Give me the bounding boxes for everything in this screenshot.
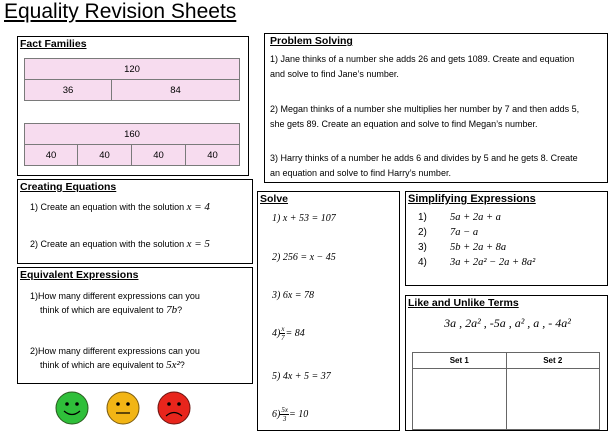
- creating-q2: 2) Create an equation with the solution x = 5: [30, 238, 210, 250]
- simplify-item-4: 4) 3a + 2a² − 2a + 8a²: [418, 257, 536, 268]
- equivalent-q2: 2)How many different expressions can you think of which are equivalent to 5x²?: [30, 346, 200, 371]
- simplify-item-3: 3) 5b + 2a + 8a: [418, 242, 507, 253]
- solve-q1: 1) x + 53 = 107: [272, 213, 336, 224]
- traffic-light-faces: [53, 390, 193, 426]
- sets-table: [412, 352, 600, 430]
- bar2-total: 160: [24, 123, 240, 145]
- set2-cell[interactable]: [506, 369, 600, 430]
- problem-solving-heading: Problem Solving: [270, 35, 353, 47]
- problem-1: 1) Jane thinks of a number she adds 26 and gets 1089. Create and equation and solve to find Jane’s number.: [270, 54, 575, 79]
- problem-3: 3) Harry thinks of a number he adds 6 and divides by 5 and he gets 8. Create an equation and solve to find Harry’s number.: [270, 153, 578, 178]
- bar2-part-2: 40: [77, 144, 132, 166]
- green-smiley-icon[interactable]: [56, 392, 88, 424]
- set1-cell[interactable]: [413, 369, 507, 430]
- problem-solving-panel: [264, 33, 608, 183]
- bar1-part-1: 36: [24, 79, 112, 101]
- solve-q4: 4) $\frac{x}{7}$ = 84: [272, 325, 305, 342]
- bar2-part-3: 40: [131, 144, 186, 166]
- simplify-item-1: 1) 5a + 2a + a: [418, 212, 501, 223]
- faces-svg: [53, 390, 193, 426]
- set2-header: Set 2: [506, 353, 600, 369]
- equivalent-q1: 1)How many different expressions can you think of which are equivalent to 7b?: [30, 291, 200, 316]
- problem-2: 2) Megan thinks of a number she multiplies her number by 7 and then adds 5, she gets 89. Create an equation and solve to find Megan’s number.: [270, 104, 580, 129]
- page-title: Equality Revision Sheets: [4, 0, 237, 23]
- like-unlike-panel: [405, 295, 608, 431]
- solve-q2: 2) 256 = x − 45: [272, 252, 336, 263]
- set1-header: Set 1: [413, 353, 507, 369]
- bar1-part-2: 84: [111, 79, 240, 101]
- bar1-total: 120: [24, 58, 240, 80]
- solve-q6: 6) $\frac{5x}{3}$ = 10: [272, 406, 309, 423]
- red-sad-icon[interactable]: [158, 392, 190, 424]
- creating-equations-heading: Creating Equations: [20, 181, 117, 193]
- fact-families-panel: [17, 36, 249, 176]
- amber-neutral-icon[interactable]: [107, 392, 139, 424]
- simplifying-heading: Simplifying Expressions: [408, 193, 536, 205]
- creating-q1: 1) Create an equation with the solution x = 4: [30, 201, 210, 213]
- equivalent-expressions-heading: Equivalent Expressions: [20, 269, 139, 281]
- solve-heading: Solve: [260, 193, 289, 205]
- like-unlike-terms: 3a , 2a² , -5a , a² , a , - 4a²: [444, 316, 571, 330]
- simplifying-panel: [405, 191, 608, 286]
- equivalent-expressions-panel: [17, 267, 253, 384]
- simplify-item-2: 2) 7a − a: [418, 227, 479, 238]
- simplifying-list: [418, 212, 535, 272]
- solve-q5: 5) 4x + 5 = 37: [272, 371, 331, 382]
- solve-panel: [257, 191, 400, 431]
- bar2-part-1: 40: [24, 144, 78, 166]
- creating-equations-panel: [17, 179, 253, 264]
- like-unlike-heading: Like and Unlike Terms: [408, 297, 519, 309]
- bar2-part-4: 40: [185, 144, 240, 166]
- solve-q3: 3) 6x = 78: [272, 290, 315, 301]
- fact-families-heading: Fact Families: [20, 38, 87, 50]
